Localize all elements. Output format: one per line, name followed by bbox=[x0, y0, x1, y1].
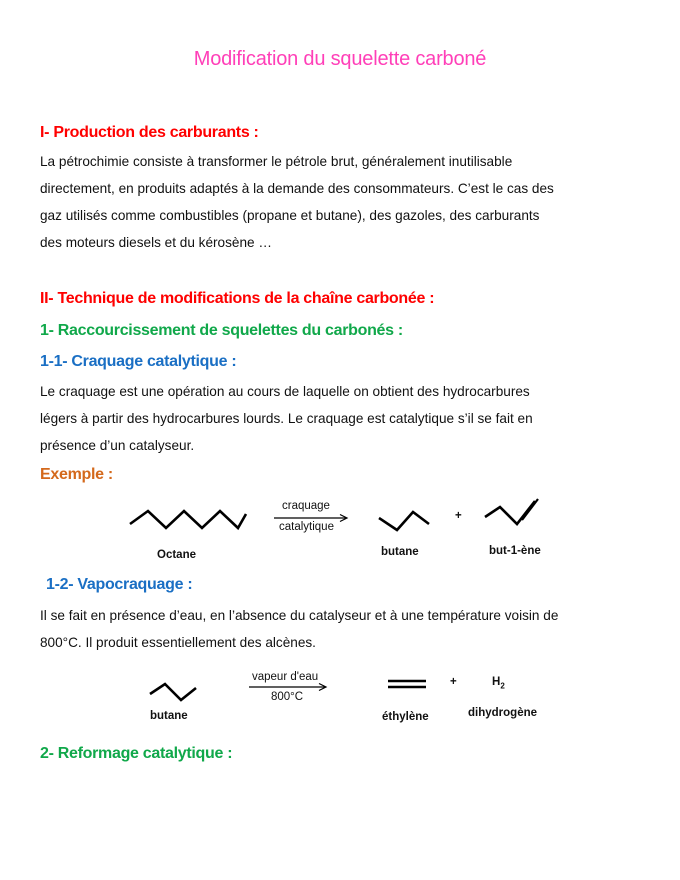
h2-formula bbox=[492, 676, 505, 690]
arrow-condition-top: craquage bbox=[282, 500, 330, 512]
paragraph-line: directement, en produits adaptés à la demande des consommateurs. C’est le cas des bbox=[40, 181, 554, 196]
plus-sign: + bbox=[455, 510, 462, 522]
subsection-1-2-heading: 1-2- Vapocraquage : bbox=[46, 576, 193, 593]
subsection-1-2-paragraph bbox=[40, 602, 640, 656]
subsection-2-heading: 2- Reformage catalytique : bbox=[40, 745, 233, 762]
h2-subscript: 2 bbox=[500, 681, 505, 691]
paragraph-line: légers à partir des hydrocarbures lourds. Le craquage est catalytique s’il se fait en bbox=[40, 411, 533, 426]
arrow-condition-bottom: catalytique bbox=[279, 521, 334, 533]
example-label: Exemple : bbox=[40, 466, 113, 483]
octane-skeletal-formula bbox=[128, 506, 248, 532]
subsection-1-1-paragraph bbox=[40, 378, 640, 459]
butane-label: butane bbox=[381, 546, 419, 558]
section-1-heading: I- Production des carburants : bbox=[40, 124, 259, 141]
h2-symbol: H bbox=[492, 676, 501, 688]
arrow-condition-bottom-2: 800°C bbox=[271, 691, 304, 703]
octane-label: Octane bbox=[157, 549, 196, 561]
butane-skeletal-formula bbox=[377, 506, 433, 532]
plus-sign-2: + bbox=[450, 676, 457, 688]
arrow-condition-top-2: vapeur d'eau bbox=[252, 671, 319, 683]
ethylene-label: éthylène bbox=[382, 711, 429, 723]
but-1-ene-label: but-1-ène bbox=[489, 545, 541, 557]
paragraph-line: des moteurs diesels et du kérosène … bbox=[40, 235, 272, 250]
paragraph-line: La pétrochimie consiste à transformer le pétrole brut, généralement inutilisable bbox=[40, 154, 513, 169]
ethylene-double-bond bbox=[388, 679, 428, 689]
paragraph-line: Le craquage est une opération au cours de laquelle on obtient des hydrocarbures bbox=[40, 384, 530, 399]
but-1-ene-skeletal-formula bbox=[483, 497, 543, 527]
subsection-1-1-heading: 1-1- Craquage catalytique : bbox=[40, 353, 237, 370]
butane-skeletal-formula-2 bbox=[148, 680, 200, 704]
paragraph-line: gaz utilisés comme combustibles (propane et butane), des gazoles, des carburants bbox=[40, 208, 540, 223]
dihydrogene-label: dihydrogène bbox=[468, 707, 538, 719]
section-2-heading: II- Technique de modifications de la chaîne carbonée : bbox=[40, 290, 435, 307]
paragraph-line: Il se fait en présence d’eau, en l’absence du catalyseur et à une température voisin de bbox=[40, 608, 559, 623]
section-1-paragraph bbox=[40, 148, 640, 256]
page-title: Modification du squelette carboné bbox=[193, 48, 487, 70]
paragraph-line: 800°C. Il produit essentiellement des alcènes. bbox=[40, 635, 316, 650]
butane-label-2: butane bbox=[150, 710, 188, 722]
subsection-1-heading: 1- Raccourcissement de squelettes du carbonés : bbox=[40, 322, 403, 339]
paragraph-line: présence d’un catalyseur. bbox=[40, 438, 195, 453]
